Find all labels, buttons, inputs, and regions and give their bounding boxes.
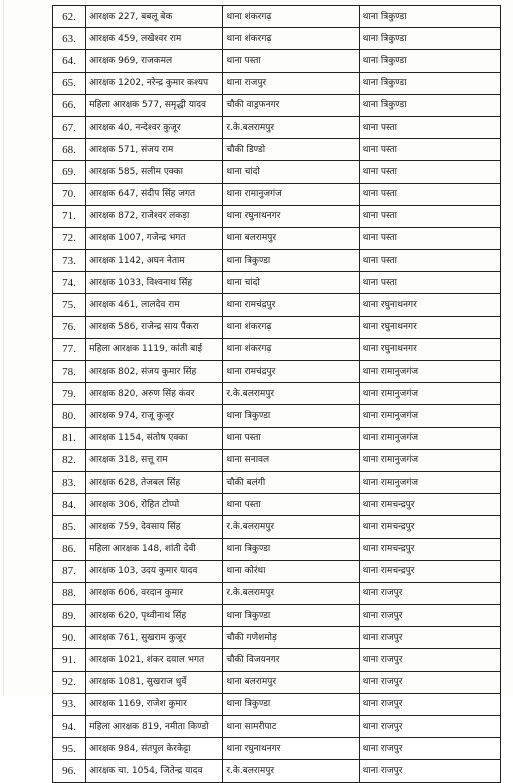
serial-number-cell: 67. [53,116,86,138]
serial-number-cell: 74. [53,272,86,294]
table-row [53,50,501,72]
table-row [53,205,501,227]
serial-number-cell: 89. [53,605,86,627]
new-posting-cell: थाना राजपुर [359,693,500,715]
employee-name-cell: आरक्षक चा. 1054, जितेन्द्र यादव [86,760,223,782]
serial-number-cell: 71. [53,205,86,227]
new-posting-cell: थाना पस्ता [359,139,500,161]
serial-number-cell: 63. [53,28,86,50]
current-posting-cell: थाना त्रिकुण्डा [223,250,359,272]
current-posting-cell: थाना कोरंधा [223,560,359,582]
new-posting-cell: थाना पस्ता [359,205,500,227]
current-posting-cell: थाना रामचंद्रपुर [223,294,359,316]
new-posting-cell: थाना पस्ता [359,116,500,138]
new-posting-cell: थाना त्रिकुण्डा [359,50,500,72]
employee-name-cell: आरक्षक 1033, विश्वनाथ सिंह [86,272,223,294]
new-posting-cell: थाना रघुनाथनगर [359,294,500,316]
table-row [53,605,501,627]
new-posting-cell: थाना राजपुर [359,738,500,760]
page-margin-line [3,0,4,696]
table-row [53,94,501,116]
current-posting-cell: र.के.बलरामपुर [223,516,359,538]
serial-number-cell: 96. [53,760,86,782]
employee-name-cell: आरक्षक 40, नन्देश्वर कुजूर [86,116,223,138]
serial-number-cell: 87. [53,560,86,582]
employee-name-cell: महिला आरक्षक 148, शांती देवी [86,538,223,560]
new-posting-cell: थाना रामानुजगंज [359,449,500,471]
table-row [53,760,501,782]
new-posting-cell: थाना पस्ता [359,161,500,183]
employee-name-cell: आरक्षक 1142, अघन नेताम [86,250,223,272]
employee-name-cell: आरक्षक 585, सलीम एक्का [86,161,223,183]
table-row [53,516,501,538]
new-posting-cell: थाना त्रिकुण्डा [359,28,500,50]
current-posting-cell: थाना शंकरगढ़ [223,6,359,28]
current-posting-cell: थाना रामानुजगंज [223,183,359,205]
employee-name-cell: आरक्षक 1007, गजेन्द्र भगत [86,227,223,249]
employee-name-cell: महिला आरक्षक 577, समृद्धी यादव [86,94,223,116]
serial-number-cell: 73. [53,250,86,272]
table-row [53,427,501,449]
current-posting-cell: चौकी डिण्डो [223,139,359,161]
new-posting-cell: थाना राजपुर [359,716,500,738]
new-posting-cell: थाना राजपुर [359,605,500,627]
employee-name-cell: आरक्षक 759, देवसाय सिंह [86,516,223,538]
serial-number-cell: 91. [53,649,86,671]
serial-number-cell: 95. [53,738,86,760]
serial-number-cell: 88. [53,582,86,604]
serial-number-cell: 65. [53,72,86,94]
current-posting-cell: थाना पस्ता [223,427,359,449]
employee-name-cell: आरक्षक 1021, शंकर दयाल भगत [86,649,223,671]
employee-name-cell: आरक्षक 606, वरदान कुमार [86,582,223,604]
serial-number-cell: 68. [53,139,86,161]
table-row [53,227,501,249]
current-posting-cell: थाना चांदो [223,161,359,183]
serial-number-cell: 92. [53,671,86,693]
current-posting-cell: थाना त्रिकुण्डा [223,693,359,715]
current-posting-cell: थाना पस्ता [223,494,359,516]
new-posting-cell: थाना त्रिकुण्डा [359,94,500,116]
new-posting-cell: थाना राजपुर [359,582,500,604]
current-posting-cell: थाना बलरामपुर [223,227,359,249]
employee-name-cell: आरक्षक 461, लालदेव राम [86,294,223,316]
current-posting-cell: थाना पस्ता [223,50,359,72]
table-row [53,693,501,715]
new-posting-cell: थाना रघुनाथनगर [359,338,500,360]
table-row [53,538,501,560]
new-posting-cell: थाना त्रिकुण्डा [359,72,500,94]
serial-number-cell: 93. [53,693,86,715]
table-row [53,161,501,183]
employee-name-cell: आरक्षक 103, उदय कुमार यादव [86,560,223,582]
table-row [53,449,501,471]
new-posting-cell: थाना पस्ता [359,227,500,249]
employee-name-cell: महिला आरक्षक 1119, कांती बाई [86,338,223,360]
new-posting-cell: थाना रामचन्द्रपुर [359,560,500,582]
employee-name-cell: आरक्षक 802, संजय कुमार सिंह [86,361,223,383]
new-posting-cell: थाना राजपुर [359,649,500,671]
serial-number-cell: 81. [53,427,86,449]
table-row [53,671,501,693]
current-posting-cell: थाना रघुनाथनगर [223,738,359,760]
employee-name-cell: आरक्षक 1081, सुखराज धुर्वे [86,671,223,693]
table-row [53,649,501,671]
employee-name-cell: आरक्षक 969, राजकमल [86,50,223,72]
table-row [53,716,501,738]
current-posting-cell: थाना रघुनाथनगर [223,205,359,227]
current-posting-cell: र.के.बलरामपुर [223,760,359,782]
table-row [53,560,501,582]
table-row [53,294,501,316]
employee-name-cell: आरक्षक 571, संजय राम [86,139,223,161]
table-row [53,361,501,383]
serial-number-cell: 84. [53,494,86,516]
employee-name-cell: आरक्षक 647, संदीप सिंह जगत [86,183,223,205]
new-posting-cell: थाना रामानुजगंज [359,405,500,427]
table-row [53,316,501,338]
serial-number-cell: 66. [53,94,86,116]
table-row [53,250,501,272]
new-posting-cell: थाना रामचन्द्रपुर [359,538,500,560]
employee-name-cell: आरक्षक 974, राजू कुजूर [86,405,223,427]
table-row [53,28,501,50]
table-row [53,338,501,360]
employee-name-cell: आरक्षक 872, राजेश्वर लकड़ा [86,205,223,227]
table-row [53,627,501,649]
serial-number-cell: 94. [53,716,86,738]
current-posting-cell: थाना रामचंद्रपुर [223,361,359,383]
table-row [53,6,501,28]
current-posting-cell: थाना बलरामपुर [223,671,359,693]
serial-number-cell: 64. [53,50,86,72]
employee-name-cell: आरक्षक 318, सत्तू राम [86,449,223,471]
employee-name-cell: महिला आरक्षक 819, नमीता किण्डो [86,716,223,738]
table-row [53,116,501,138]
serial-number-cell: 90. [53,627,86,649]
new-posting-cell: थाना रामानुजगंज [359,361,500,383]
new-posting-cell: थाना त्रिकुण्डा [359,6,500,28]
new-posting-cell: थाना राजपुर [359,671,500,693]
new-posting-cell: थाना रामानुजगंज [359,383,500,405]
new-posting-cell: थाना रामचन्द्रपुर [359,516,500,538]
serial-number-cell: 79. [53,383,86,405]
employee-name-cell: आरक्षक 984, संतपुल केरकेट्टा [86,738,223,760]
current-posting-cell: चौकी विजयनगर [223,649,359,671]
new-posting-cell: थाना राजपुर [359,627,500,649]
table-row [53,139,501,161]
new-posting-cell: थाना राजपुर [359,760,500,782]
serial-number-cell: 85. [53,516,86,538]
current-posting-cell: र.के.बलरामपुर [223,383,359,405]
serial-number-cell: 77. [53,338,86,360]
current-posting-cell: चौकी बलंगी [223,471,359,493]
current-posting-cell: चौकी वाड्रफनगर [223,94,359,116]
serial-number-cell: 78. [53,361,86,383]
employee-name-cell: आरक्षक 1202, नरेन्द्र कुमार कश्यप [86,72,223,94]
current-posting-cell: थाना शंकरगढ़ [223,28,359,50]
current-posting-cell: थाना त्रिकुण्डा [223,605,359,627]
new-posting-cell: थाना रामानुजगंज [359,427,500,449]
employee-name-cell: आरक्षक 1154, संतोष एक्का [86,427,223,449]
current-posting-cell: थाना त्रिकुण्डा [223,405,359,427]
table-row [53,471,501,493]
employee-name-cell: आरक्षक 586, राजेन्द्र साय पैंकरा [86,316,223,338]
serial-number-cell: 86. [53,538,86,560]
table-row [53,405,501,427]
current-posting-cell: थाना चांदो [223,272,359,294]
serial-number-cell: 80. [53,405,86,427]
new-posting-cell: थाना पस्ता [359,183,500,205]
current-posting-cell: थाना त्रिकुण्डा [223,538,359,560]
table-row [53,383,501,405]
new-posting-cell: थाना रामचन्द्रपुर [359,494,500,516]
new-posting-cell: थाना पस्ता [359,272,500,294]
current-posting-cell: थाना राजपुर [223,72,359,94]
employee-name-cell: आरक्षक 628, तेजबल सिंह [86,471,223,493]
new-posting-cell: थाना रघुनाथनगर [359,316,500,338]
table-row [53,494,501,516]
current-posting-cell: थाना शंकरगढ़ [223,338,359,360]
serial-number-cell: 75. [53,294,86,316]
table-row [53,72,501,94]
employee-name-cell: आरक्षक 306, रोहित टोप्पो [86,494,223,516]
serial-number-cell: 76. [53,316,86,338]
employee-name-cell: आरक्षक 620, पृथ्वीनाथ सिंह [86,605,223,627]
serial-number-cell: 70. [53,183,86,205]
employee-name-cell: आरक्षक 820, अरुण सिंह कंवर [86,383,223,405]
current-posting-cell: थाना सनावल [223,449,359,471]
current-posting-cell: र.के.बलरामपुर [223,116,359,138]
employee-name-cell: आरक्षक 227, बबलू बेक [86,6,223,28]
serial-number-cell: 62. [53,6,86,28]
current-posting-cell: चौकी गणेशमोड़ [223,627,359,649]
serial-number-cell: 69. [53,161,86,183]
employee-name-cell: आरक्षक 761, सुखराम कुजूर [86,627,223,649]
table-row [53,272,501,294]
current-posting-cell: र.के.बलरामपुर [223,582,359,604]
employee-name-cell: आरक्षक 1169, राजेश कुमार [86,693,223,715]
new-posting-cell: थाना रामानुजगंज [359,471,500,493]
current-posting-cell: थाना सामरीपाट [223,716,359,738]
transfer-table [52,5,501,783]
employee-name-cell: आरक्षक 459, लखेश्वर राम [86,28,223,50]
table-row [53,738,501,760]
table-row [53,582,501,604]
serial-number-cell: 83. [53,471,86,493]
transfer-table-body [53,6,501,783]
serial-number-cell: 72. [53,227,86,249]
table-row [53,183,501,205]
serial-number-cell: 82. [53,449,86,471]
new-posting-cell: थाना पस्ता [359,250,500,272]
current-posting-cell: थाना शंकरगढ़ [223,316,359,338]
